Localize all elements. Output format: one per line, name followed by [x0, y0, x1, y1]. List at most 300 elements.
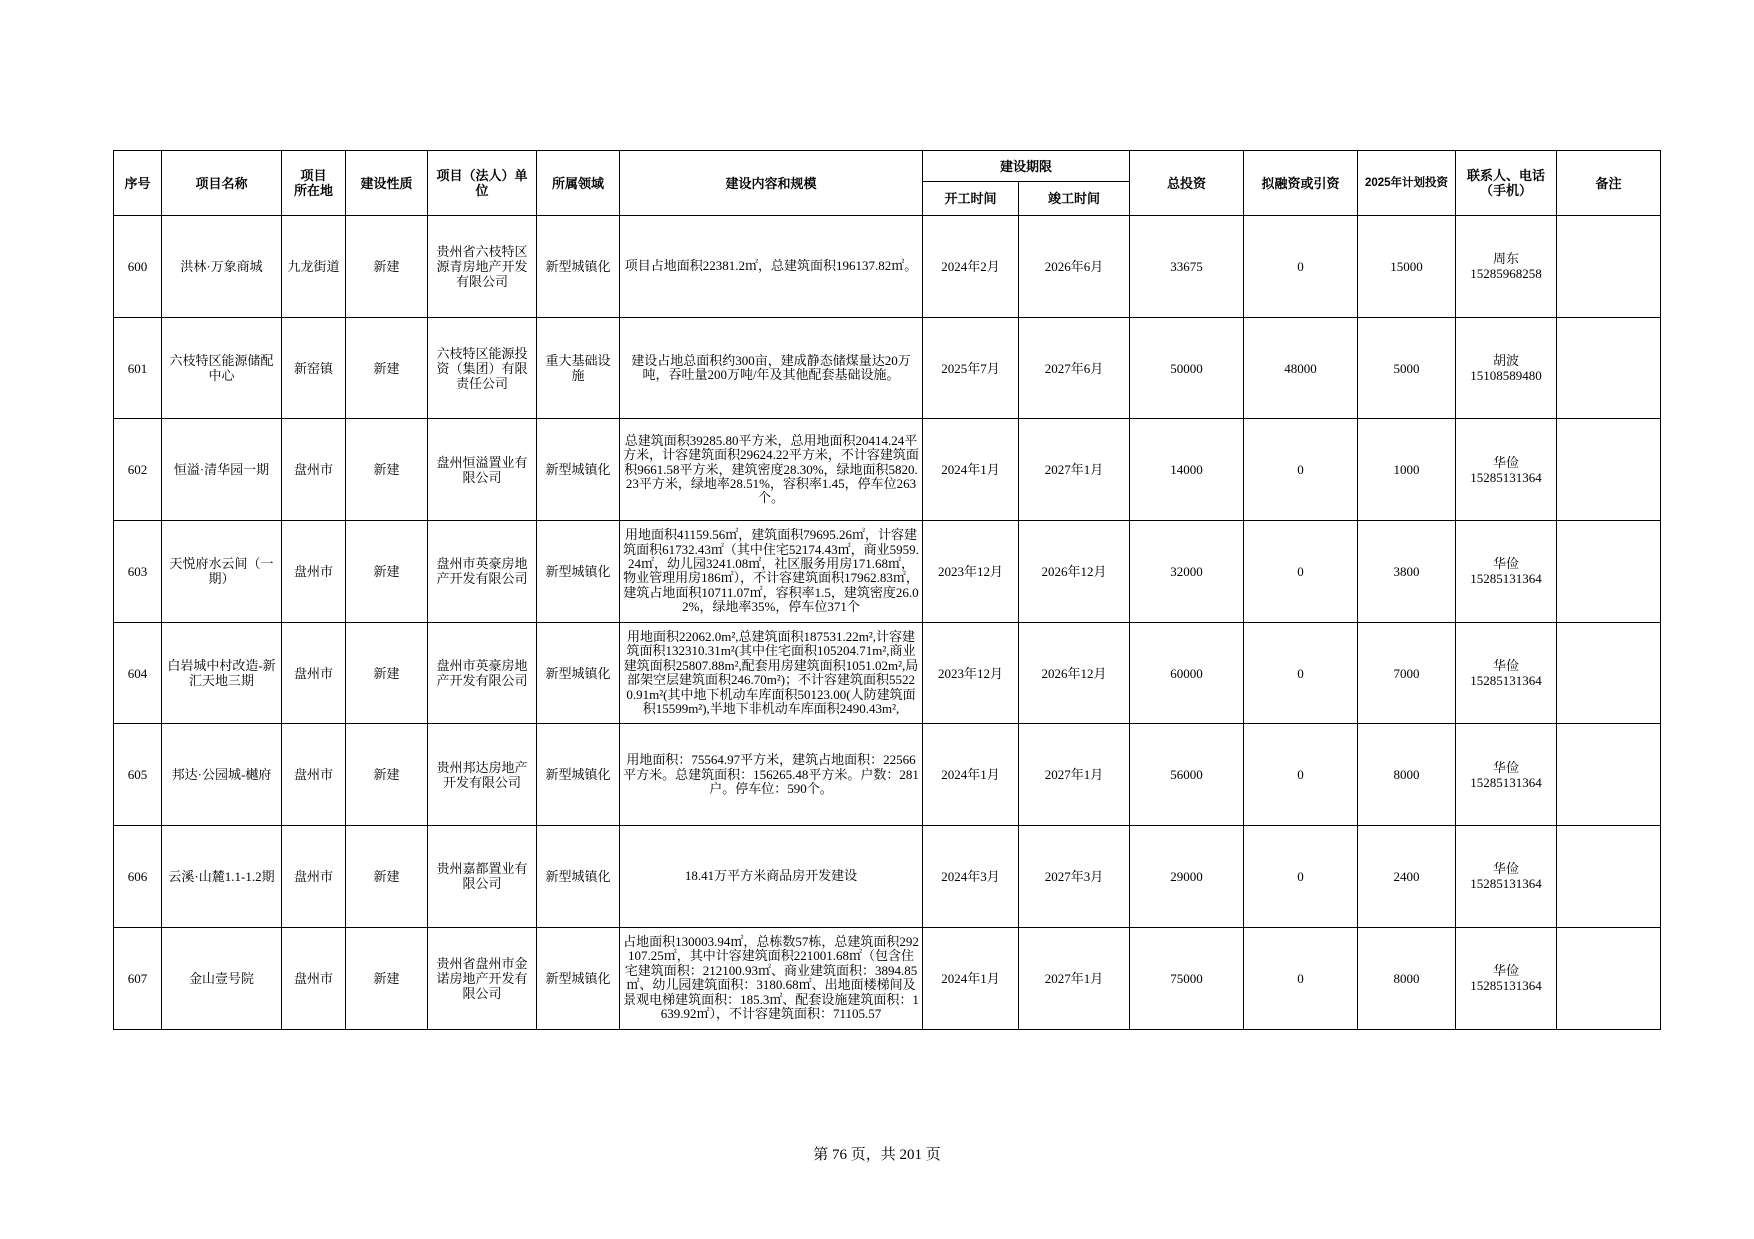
location-text: 盘州市: [293, 462, 333, 478]
total-investment-text: 56000: [1170, 767, 1203, 783]
location-cell: [282, 521, 346, 623]
location-cell: [282, 419, 346, 521]
construction-nature-text: 新建: [373, 563, 400, 579]
end-date-box: [1019, 521, 1129, 622]
contact-box: [1456, 826, 1556, 927]
end-date-cell: [1019, 724, 1130, 826]
construction-nature-text: 新建: [373, 665, 400, 681]
construction-nature-cell: [346, 826, 428, 928]
financing-text: 0: [1297, 767, 1304, 783]
remark-cell: [1557, 622, 1661, 724]
plan-2025-box: [1358, 419, 1455, 520]
contact-phone: 15285131364: [1470, 469, 1542, 485]
legal-entity-box: [428, 216, 536, 317]
table-row: [114, 826, 1661, 928]
construction-nature-cell: [346, 622, 428, 724]
remark-box: [1557, 623, 1660, 724]
project-name-box: [162, 419, 281, 520]
construction-nature-box: [346, 216, 427, 317]
field-text: 新型城镇化: [545, 970, 611, 986]
start-date-text: 2024年2月: [941, 258, 1000, 274]
seq-text: 604: [127, 665, 148, 681]
financing-text: 0: [1297, 462, 1304, 478]
project-name-text: 恒溢·清华园一期: [173, 462, 270, 478]
seq-box: [114, 318, 161, 419]
plan-2025-cell: [1358, 216, 1456, 318]
plan-2025-text: 7000: [1393, 665, 1420, 681]
table-row: [114, 317, 1661, 419]
financing-text: 48000: [1284, 360, 1317, 376]
seq-box: [114, 826, 161, 927]
end-date-text: 2026年6月: [1044, 258, 1104, 274]
remark-box: [1557, 826, 1660, 927]
header-field: [537, 151, 620, 216]
total-investment-text: 14000: [1170, 462, 1203, 478]
construction-content-box: [620, 419, 922, 520]
start-date-box: [923, 216, 1018, 317]
contact-cell: [1456, 724, 1557, 826]
seq-cell: [114, 724, 162, 826]
financing-cell: [1244, 317, 1358, 419]
total-investment-box: [1130, 928, 1243, 1029]
contact-cell: [1456, 521, 1557, 623]
start-date-cell: [923, 724, 1019, 826]
header-start-date: [923, 182, 1019, 216]
construction-content-text: 建设占地总面积约300亩，建成静态储煤量达20万吨，吞吐量200万吨/年及其他配套基础设施。: [631, 352, 911, 383]
contact-phone: 15285968258: [1470, 266, 1542, 282]
construction-nature-box: [346, 521, 427, 622]
header-location: [282, 151, 346, 216]
construction-content-text: 用地面积：75564.97平方米，建筑占地面积：22566平方米。总建筑面积：156265.48平方米。户数：281户。停车位：590个。: [623, 752, 919, 796]
start-date-cell: [923, 622, 1019, 724]
seq-box: [114, 216, 161, 317]
end-date-box: [1019, 623, 1129, 724]
legal-entity-text: 盘州恒溢置业有限公司: [436, 454, 528, 485]
remark-cell: [1557, 927, 1661, 1029]
remark-cell: [1557, 724, 1661, 826]
end-date-cell: [1019, 317, 1130, 419]
remark-box: [1557, 724, 1660, 825]
contact-box: [1456, 318, 1556, 419]
total-investment-box: [1130, 623, 1243, 724]
total-investment-cell: [1130, 216, 1244, 318]
construction-content-cell: [620, 521, 923, 623]
location-text: 盘州市: [293, 665, 333, 681]
financing-text: 0: [1297, 665, 1304, 681]
project-name-text: 天悦府水云间（一期）: [169, 556, 274, 587]
header-legal-entity-label: 项目（法人）单位: [436, 168, 528, 198]
field-box: [537, 216, 619, 317]
end-date-text: 2027年1月: [1044, 970, 1104, 986]
end-date-box: [1019, 826, 1129, 927]
end-date-text: 2026年12月: [1041, 665, 1107, 681]
remark-cell: [1557, 521, 1661, 623]
total-investment-text: 33675: [1170, 258, 1203, 274]
financing-box: [1244, 623, 1357, 724]
total-investment-cell: [1130, 419, 1244, 521]
construction-content-cell: [620, 216, 923, 318]
location-text: 九龙街道: [287, 258, 340, 274]
contact-box: [1456, 928, 1556, 1029]
construction-nature-cell: [346, 724, 428, 826]
field-text: 新型城镇化: [545, 563, 611, 579]
contact-box: [1456, 419, 1556, 520]
end-date-cell: [1019, 622, 1130, 724]
plan-2025-text: 1000: [1393, 462, 1420, 478]
table-body: [114, 216, 1661, 1030]
construction-content-box: [620, 724, 922, 825]
field-cell: [537, 521, 620, 623]
start-date-cell: [923, 927, 1019, 1029]
financing-cell: [1244, 521, 1358, 623]
location-box: [282, 826, 345, 927]
start-date-box: [923, 724, 1018, 825]
start-date-cell: [923, 826, 1019, 928]
plan-2025-box: [1358, 826, 1455, 927]
construction-nature-text: 新建: [373, 360, 400, 376]
construction-content-cell: [620, 317, 923, 419]
header-end-date-label: 竣工时间: [1048, 191, 1101, 206]
table-row: [114, 216, 1661, 318]
remark-cell: [1557, 826, 1661, 928]
construction-nature-box: [346, 419, 427, 520]
plan-2025-cell: [1358, 622, 1456, 724]
contact-phone: 15285131364: [1470, 571, 1542, 587]
project-name-cell: [162, 216, 282, 318]
remark-box: [1557, 521, 1660, 622]
end-date-cell: [1019, 216, 1130, 318]
contact-box: [1456, 623, 1556, 724]
project-name-text: 白岩城中村改造-新汇天地三期: [167, 658, 276, 689]
field-cell: [537, 317, 620, 419]
end-date-text: 2027年6月: [1044, 360, 1104, 376]
seq-cell: [114, 826, 162, 928]
total-investment-text: 75000: [1170, 970, 1203, 986]
start-date-cell: [923, 216, 1019, 318]
construction-content-text: 占地面积130003.94㎡，总栋数57栋，总建筑面积292107.25㎡，其中计容建筑面积221001.68㎡（包含住宅建筑面积：212100.93㎡、商业建筑面积：3894.85㎡、幼儿园建筑面积：3180.68㎡、出地面楼梯间及景观电梯建筑面积：185.3㎡、配套设施建筑面积：1639.92㎡），不计容建筑面积：71105.57: [623, 933, 919, 1021]
header-remark-label: 备注: [1595, 175, 1622, 191]
legal-entity-text: 贵州省盘州市金诺房地产开发有限公司: [436, 955, 528, 1001]
field-cell: [537, 724, 620, 826]
location-text: 盘州市: [293, 563, 333, 579]
legal-entity-cell: [428, 826, 537, 928]
contact-cell: [1456, 317, 1557, 419]
plan-2025-cell: [1358, 724, 1456, 826]
seq-cell: [114, 521, 162, 623]
location-text: 新窑镇: [293, 360, 333, 376]
project-name-box: [162, 318, 281, 419]
seq-text: 607: [127, 970, 148, 986]
plan-2025-text: 3800: [1393, 563, 1420, 579]
legal-entity-box: [428, 623, 536, 724]
contact-cell: [1456, 216, 1557, 318]
project-name-cell: [162, 927, 282, 1029]
construction-content-box: [620, 521, 922, 622]
field-box: [537, 419, 619, 520]
construction-content-cell: [620, 826, 923, 928]
legal-entity-text: 盘州市英豪房地产开发有限公司: [436, 658, 528, 689]
plan-2025-cell: [1358, 419, 1456, 521]
end-date-cell: [1019, 826, 1130, 928]
table-row: [114, 927, 1661, 1029]
contact-name: 华俭: [1493, 454, 1520, 470]
contact-cell: [1456, 826, 1557, 928]
legal-entity-cell: [428, 927, 537, 1029]
total-investment-cell: [1130, 927, 1244, 1029]
seq-cell: [114, 419, 162, 521]
total-investment-text: 60000: [1170, 665, 1203, 681]
end-date-box: [1019, 419, 1129, 520]
construction-nature-text: 新建: [373, 868, 400, 884]
field-text: 新型城镇化: [545, 767, 611, 783]
legal-entity-box: [428, 521, 536, 622]
header-plan-2025-label: 2025年计划投资: [1364, 176, 1449, 189]
contact-name: 周东: [1493, 251, 1520, 267]
construction-nature-box: [346, 928, 427, 1029]
contact-name: 华俭: [1493, 759, 1520, 775]
project-name-text: 金山壹号院: [188, 970, 254, 986]
construction-nature-cell: [346, 419, 428, 521]
seq-text: 606: [127, 868, 148, 884]
financing-cell: [1244, 826, 1358, 928]
legal-entity-box: [428, 724, 536, 825]
total-investment-cell: [1130, 826, 1244, 928]
contact-phone: 15285131364: [1470, 673, 1542, 689]
construction-content-cell: [620, 927, 923, 1029]
start-date-text: 2024年3月: [941, 868, 1000, 884]
start-date-text: 2023年12月: [937, 665, 1003, 681]
total-investment-cell: [1130, 724, 1244, 826]
seq-box: [114, 521, 161, 622]
construction-nature-cell: [346, 317, 428, 419]
start-date-text: 2024年1月: [941, 767, 1000, 783]
project-table: [113, 150, 1661, 1030]
header-construction-period: [923, 151, 1130, 182]
location-box: [282, 318, 345, 419]
financing-box: [1244, 826, 1357, 927]
total-investment-cell: [1130, 317, 1244, 419]
total-investment-box: [1130, 826, 1243, 927]
contact-box: [1456, 724, 1556, 825]
header-seq: [114, 151, 162, 216]
table-row: [114, 724, 1661, 826]
project-name-cell: [162, 521, 282, 623]
seq-box: [114, 724, 161, 825]
plan-2025-box: [1358, 623, 1455, 724]
total-investment-box: [1130, 419, 1243, 520]
end-date-text: 2027年3月: [1044, 868, 1104, 884]
location-text: 盘州市: [293, 767, 333, 783]
start-date-box: [923, 928, 1018, 1029]
field-box: [537, 318, 619, 419]
end-date-box: [1019, 928, 1129, 1029]
start-date-box: [923, 318, 1018, 419]
project-name-cell: [162, 826, 282, 928]
table-header: [114, 151, 1661, 216]
financing-text: 0: [1297, 970, 1304, 986]
start-date-cell: [923, 419, 1019, 521]
field-text: 新型城镇化: [545, 868, 611, 884]
legal-entity-box: [428, 928, 536, 1029]
field-box: [537, 826, 619, 927]
location-cell: [282, 216, 346, 318]
plan-2025-box: [1358, 521, 1455, 622]
seq-box: [114, 623, 161, 724]
financing-text: 0: [1297, 563, 1304, 579]
remark-box: [1557, 216, 1660, 317]
field-text: 新型城镇化: [545, 258, 611, 274]
financing-box: [1244, 419, 1357, 520]
start-date-box: [923, 623, 1018, 724]
plan-2025-text: 5000: [1393, 360, 1420, 376]
project-name-box: [162, 826, 281, 927]
project-name-cell: [162, 317, 282, 419]
field-box: [537, 724, 619, 825]
field-box: [537, 623, 619, 724]
construction-nature-text: 新建: [373, 767, 400, 783]
construction-content-box: [620, 826, 922, 927]
financing-text: 0: [1297, 258, 1304, 274]
legal-entity-cell: [428, 724, 537, 826]
location-box: [282, 724, 345, 825]
plan-2025-cell: [1358, 826, 1456, 928]
financing-box: [1244, 724, 1357, 825]
construction-nature-text: 新建: [373, 970, 400, 986]
total-investment-text: 50000: [1170, 360, 1203, 376]
start-date-box: [923, 826, 1018, 927]
contact-phone: 15285131364: [1470, 876, 1542, 892]
seq-cell: [114, 317, 162, 419]
construction-nature-cell: [346, 521, 428, 623]
legal-entity-box: [428, 318, 536, 419]
plan-2025-text: 2400: [1393, 868, 1420, 884]
end-date-box: [1019, 318, 1129, 419]
construction-content-text: 总建筑面积39285.80平方米，总用地面积20414.24平方米，计容建筑面积29624.22平方米，不计容建筑面积9661.58平方米，建筑密度28.30%，绿地面积5820.23平方米，绿地率28.51%，容积率1.45，停车位263个。: [623, 432, 919, 506]
header-plan-2025: [1358, 151, 1456, 216]
construction-content-box: [620, 623, 922, 724]
remark-cell: [1557, 419, 1661, 521]
end-date-text: 2026年12月: [1041, 563, 1107, 579]
plan-2025-text: 15000: [1390, 258, 1423, 274]
location-text: 盘州市: [293, 970, 333, 986]
construction-content-cell: [620, 622, 923, 724]
field-box: [537, 521, 619, 622]
seq-cell: [114, 927, 162, 1029]
construction-content-text: 用地面积41159.56㎡，建筑面积79695.26㎡，计容建筑面积61732.43㎡（其中住宅52174.43㎡，商业5959.24㎡，幼儿园3241.08㎡，社区服务用房171.68㎡，物业管理用房186㎡），不计容建筑面积17962.83㎡，建筑占地面积10711.07㎡，容积率1.5，建筑密度26.02%，绿地率35%，停车位371个: [623, 527, 919, 615]
end-date-text: 2027年1月: [1044, 462, 1104, 478]
seq-cell: [114, 622, 162, 724]
legal-entity-text: 盘州市英豪房地产开发有限公司: [436, 556, 528, 587]
total-investment-box: [1130, 521, 1243, 622]
construction-content-box: [620, 216, 922, 317]
location-text: 盘州市: [293, 868, 333, 884]
seq-cell: [114, 216, 162, 318]
remark-box: [1557, 419, 1660, 520]
header-legal-entity: [428, 151, 537, 216]
location-cell: [282, 826, 346, 928]
location-cell: [282, 622, 346, 724]
field-cell: [537, 622, 620, 724]
legal-entity-text: 贵州嘉都置业有限公司: [436, 861, 528, 892]
construction-content-text: 用地面积22062.0m²,总建筑面积187531.22m²,计容建筑面积132310.31m²(其中住宅面积105204.71m²,商业建筑面积25807.88m²,配套用房建筑面积1051.02m²,局部架空层建筑面积246.70m²)；不计容建筑面积55220.91m²(其中地下机动车库面积50123.00(人防建筑面积15599m²),半地下非机动车库面积2490.43m²,: [623, 628, 919, 716]
contact-phone: 15285131364: [1470, 774, 1542, 790]
legal-entity-text: 贵州省六枝特区源青房地产开发有限公司: [436, 243, 528, 289]
table-row: [114, 521, 1661, 623]
start-date-text: 2024年1月: [941, 970, 1000, 986]
construction-content-cell: [620, 724, 923, 826]
financing-cell: [1244, 622, 1358, 724]
header-financing: [1244, 151, 1358, 216]
header-field-label: 所属领域: [551, 175, 604, 191]
header-construction-nature: [346, 151, 428, 216]
plan-2025-text: 8000: [1393, 970, 1420, 986]
construction-nature-box: [346, 623, 427, 724]
seq-text: 601: [127, 360, 148, 376]
legal-entity-box: [428, 419, 536, 520]
seq-text: 605: [127, 767, 148, 783]
remark-cell: [1557, 216, 1661, 318]
contact-cell: [1456, 419, 1557, 521]
header-financing-label: 拟融资或引资: [1261, 175, 1340, 191]
construction-nature-box: [346, 318, 427, 419]
financing-box: [1244, 521, 1357, 622]
contact-cell: [1456, 927, 1557, 1029]
total-investment-text: 29000: [1170, 868, 1203, 884]
project-name-box: [162, 521, 281, 622]
field-cell: [537, 927, 620, 1029]
header-total-investment: [1130, 151, 1244, 216]
financing-box: [1244, 318, 1357, 419]
header-construction-nature-label: 建设性质: [360, 175, 413, 191]
contact-phone: 15285131364: [1470, 978, 1542, 994]
legal-entity-cell: [428, 216, 537, 318]
construction-nature-box: [346, 724, 427, 825]
project-name-text: 云溪·山麓1.1-1.2期: [168, 868, 275, 884]
contact-name: 华俭: [1493, 658, 1520, 674]
plan-2025-cell: [1358, 521, 1456, 623]
table-row: [114, 622, 1661, 724]
header-seq-label: 序号: [124, 175, 151, 191]
field-text: 新型城镇化: [545, 462, 611, 478]
location-cell: [282, 724, 346, 826]
contact-box: [1456, 216, 1556, 317]
total-investment-text: 32000: [1170, 563, 1203, 579]
field-cell: [537, 826, 620, 928]
plan-2025-cell: [1358, 317, 1456, 419]
field-cell: [537, 419, 620, 521]
financing-cell: [1244, 216, 1358, 318]
end-date-cell: [1019, 927, 1130, 1029]
contact-box: [1456, 521, 1556, 622]
seq-text: 603: [127, 563, 148, 579]
remark-box: [1557, 318, 1660, 419]
plan-2025-text: 8000: [1393, 767, 1420, 783]
header-row-main: [114, 151, 1661, 182]
legal-entity-cell: [428, 317, 537, 419]
total-investment-cell: [1130, 521, 1244, 623]
plan-2025-box: [1358, 724, 1455, 825]
legal-entity-cell: [428, 419, 537, 521]
location-box: [282, 216, 345, 317]
start-date-box: [923, 521, 1018, 622]
construction-nature-cell: [346, 216, 428, 318]
contact-name: 华俭: [1493, 861, 1520, 877]
location-box: [282, 419, 345, 520]
plan-2025-box: [1358, 318, 1455, 419]
total-investment-box: [1130, 216, 1243, 317]
plan-2025-box: [1358, 216, 1455, 317]
total-investment-cell: [1130, 622, 1244, 724]
